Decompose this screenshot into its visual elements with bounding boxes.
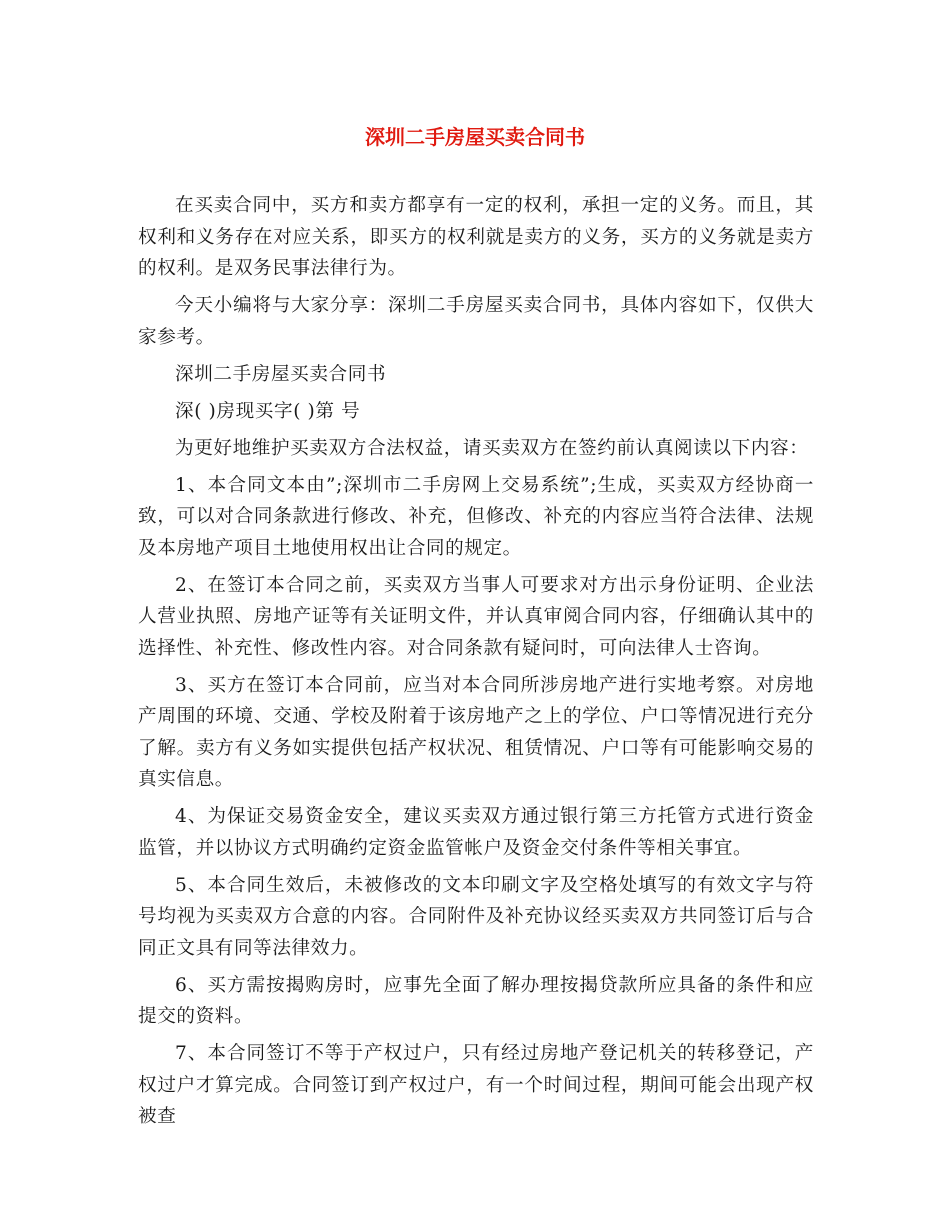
clause-5: 5、本合同生效后，未被修改的文本印刷文字及空格处填写的有效文字与符号均视为买卖双方合意的内容。合同附件及补充协议经买卖双方共同签订后与合同正文具有同等法律效力。 — [138, 874, 814, 959]
clause-6: 6、买方需按揭购房时，应事先全面了解办理按揭贷款所应具备的条件和应提交的资料。 — [138, 974, 814, 1027]
contract-heading: 深圳二手房屋买卖合同书 — [175, 363, 387, 385]
document-body — [138, 190, 814, 1138]
clause-2: 2、在签订本合同之前，买卖双方当事人可要求对方出示身份证明、企业法人营业执照、房地产证等有关证明文件，并认真审阅合同内容，仔细确认其中的选择性、补充性、修改性内容。对合同条款有疑问时，可向法律人士咨询。 — [138, 574, 814, 659]
reading-notice: 为更好地维护买卖双方合法权益，请买卖双方在签约前认真阅读以下内容： — [175, 437, 809, 459]
contract-number-line: 深( )房现买字( )第 号 — [175, 400, 361, 422]
clause-4: 4、为保证交易资金安全，建议买卖双方通过银行第三方托管方式进行资金监管，并以协议方式明确约定资金监管帐户及资金交付条件等相关事宜。 — [138, 806, 814, 859]
clause-7: 7、本合同签订不等于产权过户，只有经过房地产登记机关的转移登记，产权过户才算完成。合同签订到产权过户，有一个时间过程，期间可能会出现产权被查 — [138, 1043, 814, 1127]
share-paragraph: 今天小编将与大家分享：深圳二手房屋买卖合同书，具体内容如下，仅供大家参考。 — [138, 295, 814, 348]
document-title: 深圳二手房屋买卖合同书 — [365, 125, 585, 149]
intro-paragraph: 在买卖合同中，买方和卖方都享有一定的权利，承担一定的义务。而且，其权利和义务存在对应关系，即买方的权利就是卖方的义务，买方的义务就是卖方的权利。是双务民事法律行为。 — [138, 195, 814, 279]
clause-1: 1、本合同文本由”;深圳市二手房网上交易系统”;生成，买卖双方经协商一致，可以对合同条款进行修改、补充，但修改、补充的内容应当符合法律、法规及本房地产项目土地使用权出让合同的规定。 — [138, 474, 814, 559]
clause-3: 3、买方在签订本合同前，应当对本合同所涉房地产进行实地考察。对房地产周围的环境、交通、学校及附着于该房地产之上的学位、户口等情况进行充分了解。卖方有义务如实提供包括产权状况、租赁情况、户口等有可能影响交易的真实信息。 — [138, 674, 814, 790]
